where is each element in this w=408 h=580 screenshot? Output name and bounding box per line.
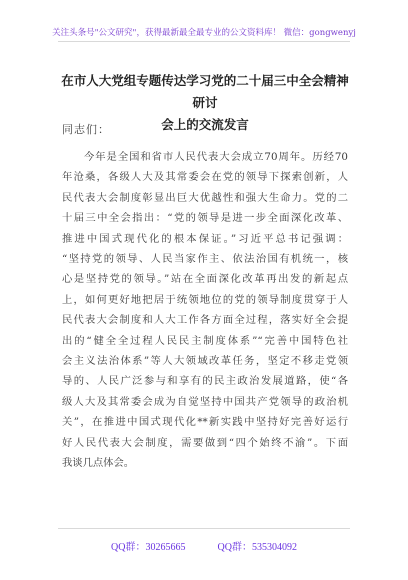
footer-qq-group-2: QQ群：535304092 [217, 542, 297, 553]
body-line: 十届三中全会指出：“党的领导是进一步全面深化改革、 [62, 212, 348, 225]
body-line: 关”，在推进中国式现代化**新实践中坚持好完善好运行 [62, 416, 348, 429]
body-line: “坚持党的领导、人民当家作主、依法治国有机统一，核 [62, 253, 348, 266]
document-title-line-1: 在市人大党组专题传达学习党的二十届三中全会精神研讨 [61, 73, 349, 110]
footer-contact [0, 538, 408, 553]
footer-divider [58, 528, 350, 529]
body-line: 好人民代表大会制度，需要做到“四个始终不渝”。下面 [62, 436, 348, 449]
body-line: 民代表大会制度和人大工作各方面全过程，落实好全会提 [62, 314, 348, 327]
body-line: 今年是全国和省市人民代表大会成立70周年。历经70 [84, 151, 348, 163]
document-body [62, 147, 348, 474]
body-line: 心是坚持党的领导。”站在全面深化改革再出发的新起点 [62, 273, 348, 286]
body-line: 级人大及其常委会成为自觉坚持中国共产党领导的政治机 [62, 395, 348, 408]
body-line: 我谈几点体会。 [62, 457, 135, 470]
body-line: 年沧桑，各级人大及其常委会在党的领导下探索创新，人 [62, 171, 348, 184]
header-banner: 关注头条号"公文研究"，获得最新最全最专业的公文资料库！ 微信：gongwenyj [52, 28, 356, 38]
body-line: 出的“健全全过程人民民主制度体系”“完善中国特色社 [62, 334, 348, 347]
header-divider [58, 41, 350, 42]
body-line: 会主义法治体系”等人大领域改革任务，坚定不移走党领 [62, 355, 348, 368]
footer-qq-group-1: QQ群：30265665 [111, 542, 186, 553]
body-line: 推进中国式现代化的根本保证。”习近平总书记强调： [62, 232, 348, 245]
greeting: 同志们： [62, 123, 110, 136]
body-line: 上，如何更好地把居于统领地位的党的领导制度贯穿于人 [62, 293, 348, 306]
body-line: 导的、人民广泛参与和享有的民主政治发展道路，使“各 [62, 375, 348, 388]
body-line: 民代表大会制度彰显出巨大优越性和强大生命力。党的二 [62, 191, 348, 204]
document-title-line-2: 会上的交流发言 [161, 117, 249, 132]
